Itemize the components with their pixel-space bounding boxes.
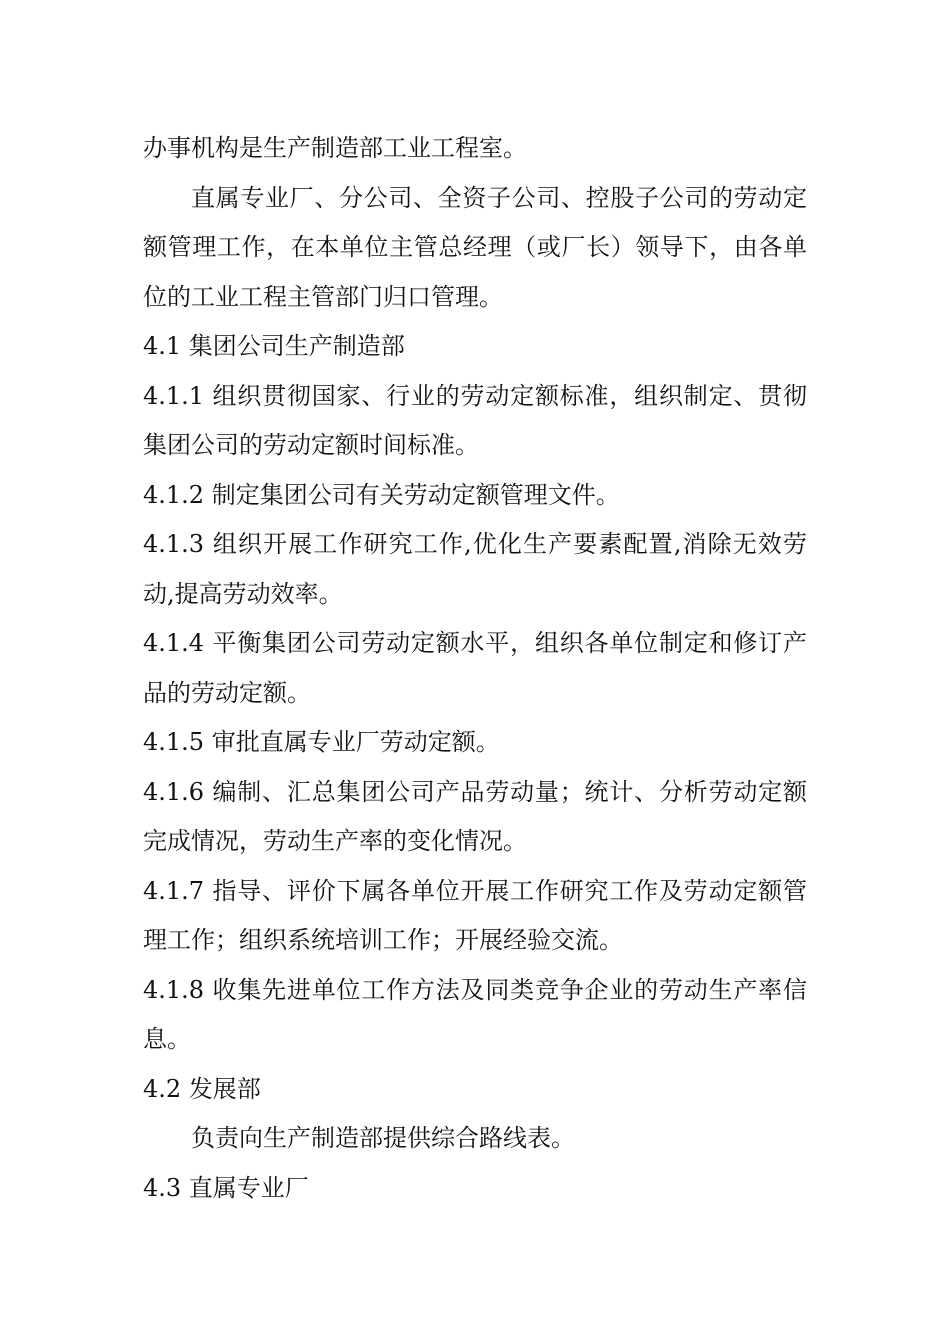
document-body — [143, 124, 807, 1213]
paragraph: 办事机构是生产制造部工业工程室。 — [143, 134, 527, 162]
section-heading: 4.3 直属专业厂 — [143, 1173, 309, 1202]
list-item: 4.1.6 编制、汇总集团公司产品劳动量；统计、分析劳动定额完成情况，劳动生产率的变化情况。 — [143, 777, 807, 855]
paragraph: 直属专业厂、分公司、全资子公司、控股子公司的劳动定额管理工作，在本单位主管总经理（或厂长）领导下，由各单位的工业工程主管部门归口管理。 — [143, 183, 807, 311]
paragraph: 负责向生产制造部提供综合路线表。 — [191, 1124, 575, 1152]
list-item: 4.1.2 制定集团公司有关劳动定额管理文件。 — [143, 480, 620, 509]
list-item: 4.1.3 组织开展工作研究工作,优化生产要素配置,消除无效劳动,提高劳动效率。 — [143, 530, 807, 608]
list-item: 4.1.5 审批直属专业厂劳动定额。 — [143, 728, 500, 756]
list-item: 4.1.8 收集先进单位工作方法及同类竞争企业的劳动生产率信息。 — [143, 975, 807, 1053]
list-item: 4.1.4 平衡集团公司劳动定额水平，组织各单位制定和修订产品的劳动定额。 — [143, 629, 807, 707]
section-heading: 4.2 发展部 — [143, 1074, 261, 1103]
list-item: 4.1.1 组织贯彻国家、行业的劳动定额标准，组织制定、贯彻集团公司的劳动定额时间标准。 — [143, 381, 807, 459]
section-heading: 4.1 集团公司生产制造部 — [143, 332, 405, 360]
list-item: 4.1.7 指导、评价下属各单位开展工作研究工作及劳动定额管理工作；组织系统培训工作；开展经验交流。 — [143, 876, 807, 954]
